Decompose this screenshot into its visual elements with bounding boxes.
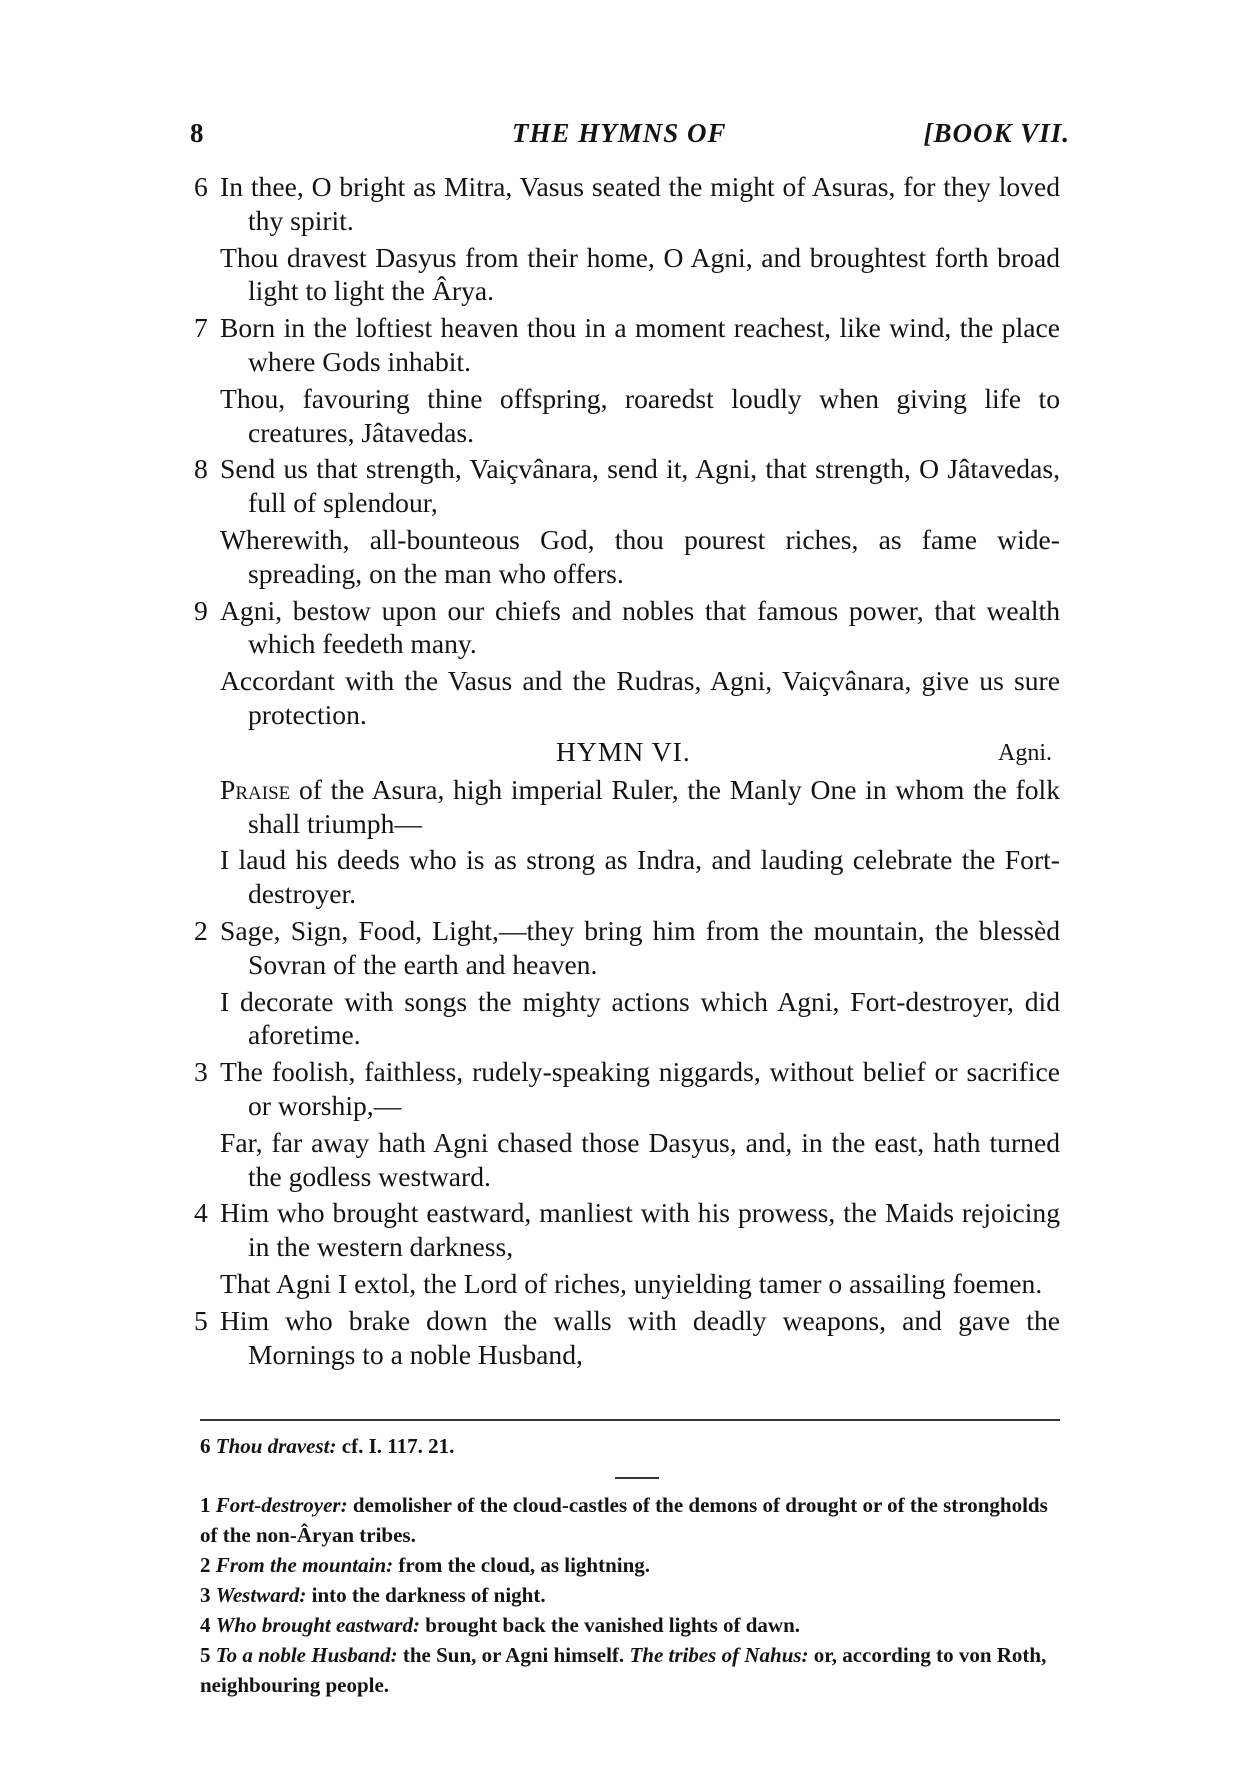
verse-line: The foolish, faithless, rudely-speaking niggards, without belief or sacrifice or worship,—	[220, 1056, 1060, 1121]
footnote-number: 3	[200, 1583, 211, 1607]
verse-line: Thou dravest Dasyus from their home, O Agni, and broughtest forth broad light to light the Ârya.	[220, 241, 1060, 307]
footnote	[200, 1640, 1060, 1700]
hymn-deity: Agni.	[998, 739, 1052, 766]
page-number: 8	[190, 118, 205, 148]
hymn-title: HYMN VI.	[556, 735, 691, 767]
verse-line: That Agni I extol, the Lord of riches, unyielding tamer o assailing foemen.	[220, 1267, 1043, 1299]
verse-line: Far, far away hath Agni chased those Dasyus, and, in the east, hath turned the godless westward.	[220, 1126, 1060, 1192]
footnote-text: cf. I. 117. 21.	[341, 1434, 455, 1458]
footnote-text: brought back the vanished lights of dawn.	[425, 1613, 801, 1637]
verse-line: I decorate with songs the mighty actions which Agni, Fort-destroyer, did aforetime.	[220, 985, 1060, 1051]
footnote	[200, 1580, 1060, 1610]
footnote-term: The tribes of Nahus	[629, 1643, 802, 1667]
running-header	[190, 118, 1070, 158]
footnote-term: To a noble Husband	[215, 1643, 391, 1667]
footnote-text: into the darkness of night.	[311, 1583, 546, 1607]
verse-line: Wherewith, all-bounteous God, thou pourest riches, as fame wide-spreading, on the man who offers.	[220, 523, 1060, 589]
footnote-colon: :	[390, 1643, 398, 1667]
verse	[194, 1055, 1060, 1193]
footnote-colon: :	[340, 1493, 348, 1517]
footnote	[200, 1610, 1060, 1640]
verse-number: 5	[194, 1304, 208, 1336]
verse-number: 4	[194, 1197, 208, 1229]
verse	[220, 773, 1060, 911]
verse	[194, 311, 1060, 449]
footnote-text: from the cloud, as lightning.	[398, 1553, 651, 1577]
praise-word: Praise	[220, 773, 291, 805]
verse-line: Sage, Sign, Food, Light,—they bring him from the mountain, the blessèd Sovran of the earth and heaven.	[220, 914, 1060, 980]
verse	[194, 452, 1060, 590]
footnote-colon: :	[801, 1643, 809, 1667]
footnote-colon: :	[329, 1434, 337, 1458]
footnote-colon: :	[299, 1583, 307, 1607]
footnote-colon: :	[386, 1553, 394, 1577]
verse-line-rest: of the Asura, high imperial Ruler, the Manly One in whom the folk shall triumph—	[248, 773, 1060, 839]
footnote	[200, 1550, 1060, 1580]
verse-line	[220, 773, 1060, 841]
verse-line: Thou, favouring thine offspring, roaredst loudly when giving life to creatures, Jâtavedas.	[220, 382, 1060, 448]
verse	[194, 1304, 1060, 1372]
running-title: THE HYMNS OF	[512, 118, 727, 148]
verse-number: 3	[194, 1056, 208, 1088]
footnote-number: 2	[200, 1553, 211, 1577]
verse-line: Agni, bestow upon our chiefs and nobles that famous power, that wealth which feedeth many.	[220, 594, 1060, 660]
verse-number: 2	[194, 914, 208, 946]
footnote-colon: :	[412, 1613, 420, 1637]
verse-number: 7	[194, 312, 208, 344]
footnote-term: Who brought eastward	[215, 1613, 413, 1637]
hymn-text	[194, 170, 1060, 1374]
verse-line: Accordant with the Vasus and the Rudras, Agni, Vaiçvânara, give us sure protection.	[220, 665, 1060, 730]
verse-number: 6	[194, 171, 208, 202]
hymn-heading	[220, 735, 1060, 771]
verse	[194, 170, 1060, 308]
verse	[194, 594, 1060, 732]
verse	[194, 914, 1060, 1052]
verse-line: I laud his deeds who is as strong as Indra, and lauding celebrate the Fort-destroyer.	[220, 844, 1060, 910]
verse-line: Him who brought eastward, manliest with his prowess, the Maids rejoicing in the western darkness,	[220, 1197, 1060, 1263]
footnote-separator	[615, 1477, 659, 1479]
verse-number: 9	[194, 594, 208, 626]
footnote-term: From the mountain	[215, 1553, 387, 1577]
footnote-number: 5	[200, 1643, 211, 1667]
footnote-number: 6	[200, 1434, 211, 1458]
verse	[194, 1196, 1060, 1300]
footnote-text: the Sun, or Agni himself.	[402, 1643, 625, 1667]
footnote-number: 4	[200, 1613, 211, 1637]
footnotes-preceding-hymn	[200, 1431, 1060, 1461]
footnote-divider	[200, 1419, 1060, 1421]
footnote	[200, 1490, 1060, 1550]
verse-number: 8	[194, 453, 208, 485]
footnote-text: demolisher of the cloud-castles of the demons of drought or of the strongholds of the non-Âryan tribes.	[200, 1493, 1048, 1547]
verse-line: In thee, O bright as Mitra, Vasus seated the might of Asuras, for they loved thy spirit.	[220, 171, 1060, 236]
footnote-number: 1	[200, 1493, 211, 1517]
footnote-text: or, according to von Roth, neighbouring people.	[200, 1643, 1047, 1697]
footnote-term: Thou dravest	[215, 1434, 330, 1458]
verse-line: Born in the loftiest heaven thou in a moment reachest, like wind, the place where Gods inhabit.	[220, 312, 1060, 377]
footnote	[200, 1431, 1060, 1461]
verse-line: Send us that strength, Vaiçvânara, send it, Agni, that strength, O Jâtavedas, full of splendour,	[220, 453, 1060, 519]
book-label: [BOOK VII.	[923, 118, 1070, 148]
footnote-term: Fort-destroyer	[215, 1493, 341, 1517]
footnote-term: Westward	[215, 1583, 300, 1607]
footnotes-hymn-vi	[200, 1490, 1060, 1700]
verse-line: Him who brake down the walls with deadly weapons, and gave the Mornings to a noble Husband,	[220, 1304, 1060, 1370]
